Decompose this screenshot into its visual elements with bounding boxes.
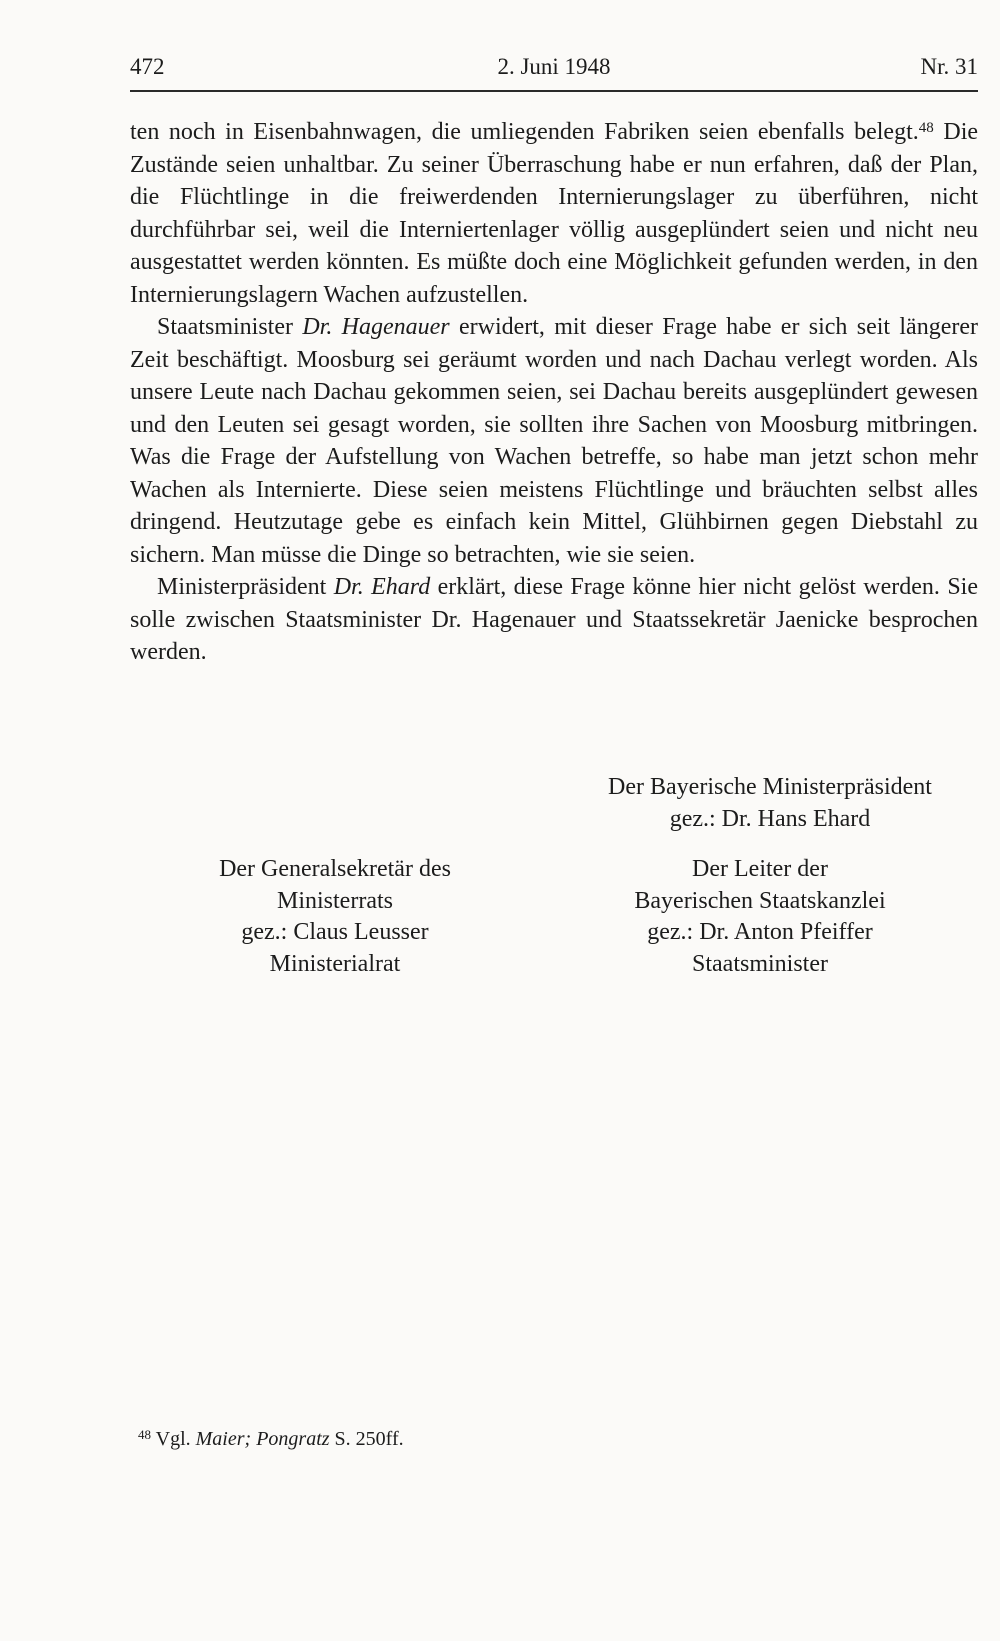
signature-line: Der Leiter der [692,856,828,882]
paragraph-2-lead: Staatsminister [157,314,303,340]
footnote-text-b: S. 250ff. [329,1428,404,1450]
footnote-separator: ; [244,1428,257,1450]
signature-generalsekretaer [170,854,500,980]
signature-line: Ministerrats [277,887,393,914]
signature-line: Bayerischen Staatskanzlei [634,887,886,914]
header-date: 2. Juni 1948 [497,54,611,79]
paragraph-3-lead: Ministerpräsident [157,574,334,600]
paragraph-1-text-a: ten noch in Eisenbahnwagen, die umliegenden Fabriken seien ebenfalls belegt. [130,119,919,145]
signature-line: Der Bayerische Ministerpräsident [608,774,932,800]
signature-line: Staatsminister [692,950,828,977]
speaker-title: Dr. [302,314,333,340]
speaker-name: Hagenauer [341,314,450,340]
paragraph-3 [130,571,978,669]
signature-staatskanzlei [590,854,930,980]
paragraph-1-text-b: Die Zustände seien unhaltbar. Zu seiner Überraschung habe er nun erfahren, daß der Plan, die Flüchtlinge in die freiwerdenden Internierungslager zu überführen, nicht durchführbar sei, weil die Interniertenlager völlig ausgeplündert seien und nicht neu ausgestattet werden könnten. Es müßte doch eine Möglichkeit gefunden werden, in den Internierungslagern Wachen aufzustellen. [130,119,979,308]
page-header [130,50,978,92]
signature-line: gez.: Claus Leusser [241,919,429,945]
footnote-author: Pongratz [256,1428,330,1450]
signature-line: gez.: Dr. Anton Pfeiffer [647,919,873,945]
paragraph-2 [130,311,978,571]
speaker-title: Dr. [333,574,364,600]
footnote-48 [138,1426,404,1452]
paragraph-2-text: erwidert, mit dieser Frage habe er sich seit längerer Zeit beschäftigt. Moosburg sei geräumt worden und nach Dachau verlegt worden. Als unsere Leute nach Dachau gekommen seien, sei Dachau bereits ausgeplündert gewesen und den Leuten sei gesagt worden, sie sollten ihre Sachen von Moosburg mitbringen. Was die Frage der Aufstellung von Wachen betreffe, so habe man jetzt schon mehr Wachen als Internierte. Diese seien meistens Flüchtlinge und bräuchten selbst alles dringend. Heutzutage gebe es einfach kein Mittel, Glühbirnen gegen Diebstahl zu sichern. Man müsse die Dinge so betrachten, wie sie seien. [130,314,978,568]
footnote-text-a: Vgl. [151,1428,196,1450]
body-text [130,116,978,669]
signature-line: Ministerialrat [269,950,401,977]
speaker-name: Ehard [371,574,431,600]
signature-line: Der Generalsekretär des [219,856,451,882]
document-number: Nr. 31 [920,54,978,79]
footnote-reference: 48 [918,120,934,136]
signature-line: gez.: Dr. Hans Ehard [669,805,871,832]
paragraph-3-text: erklärt, diese Frage könne hier nicht gelöst werden. Sie solle zwischen Staatsminister Dr. Hagenauer und Staatssekretär Jaenicke besprochen werden. [130,574,978,665]
footnote-number: 48 [138,1427,151,1442]
page-number: 472 [130,54,165,79]
signature-ministerpraesident [570,772,970,835]
paragraph-1 [130,116,978,311]
footnote-author: Maier [195,1428,245,1450]
